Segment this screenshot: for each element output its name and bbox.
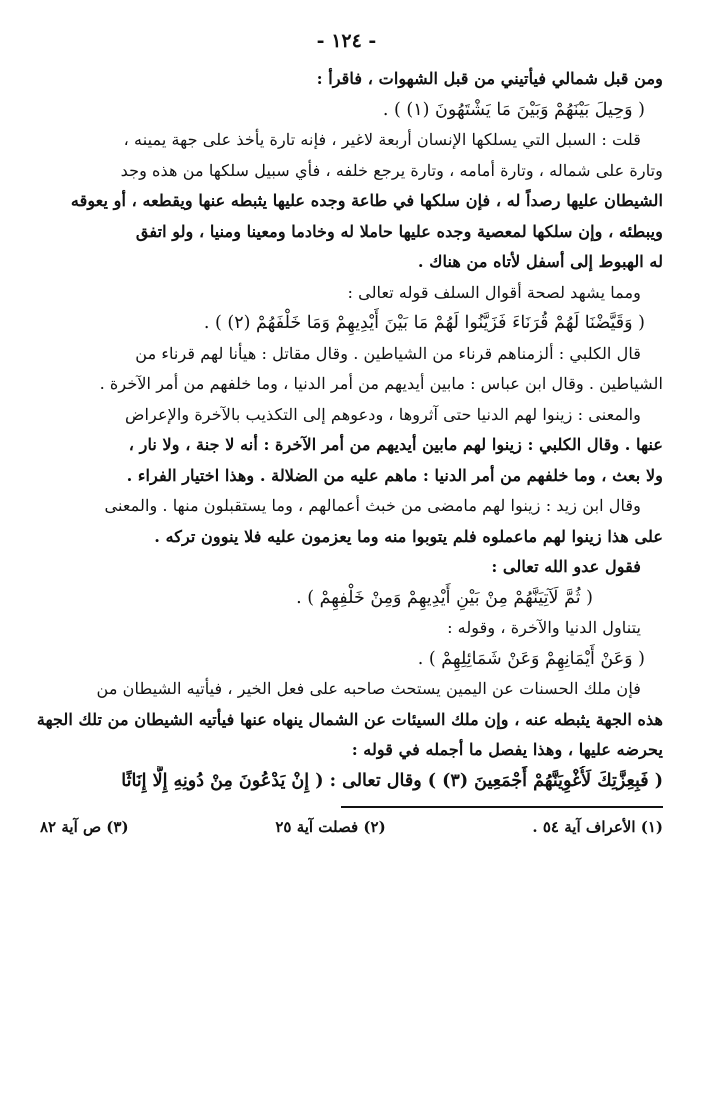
page-number: - ١٢٤ -	[316, 30, 377, 52]
text-line: ويبطئه ، وإن سلكها لمعصية وجده عليها حاملا له وخادما ومعينا ومنيا ، ولو اتفق	[135, 221, 663, 241]
quran-verse: ( وَقَيَّضْنَا لَهُمْ قُرَنَاءَ فَزَيَّنُوا لَهُمْ مَا بَيْنَ أَيْدِيهِمْ وَمَا خَلْفَهُمْ (٢) ) .	[203, 313, 645, 333]
text-line: يحرضه عليها ، وهذا يفصل ما أجمله في قوله :	[351, 740, 663, 759]
footnote-3: (٣) ص آية ٨٢	[40, 818, 129, 836]
quran-verse: ( فَبِعِزَّتِكَ لَأُغْوِيَنَّهُمْ أَجْمَعِينَ (٣) ) وقال تعالى : ( إِنْ يَدْعُونَ مِنْ دُونِهِ إِلَّا إِنَاثًا	[121, 770, 663, 791]
text-line: قلت : السبل التي يسلكها الإنسان أربعة لاغير ، فإنه تارة يأخذ على جهة يمينه ،	[123, 130, 641, 149]
text-line: الشياطين . وقال ابن عباس : مابين أيديهم من أمر الدنيا ، وما خلفهم من أمر الآخرة .	[99, 374, 663, 393]
text-line: فإن ملك الحسنات عن اليمين يستحث صاحبه على فعل الخير ، فيأتيه الشيطان من	[96, 679, 641, 698]
text-line: يتناول الدنيا والآخرة ، وقوله :	[447, 618, 641, 637]
text-line: وتارة على شماله ، وتارة أمامه ، وتارة يرجع خلفه ، فأي سبيل سلكها من هذه وجد	[120, 160, 663, 180]
footnote-divider	[341, 806, 663, 808]
text-line: قال الكلبي : ألزمناهم قرناء من الشياطين . وقال مقاتل : هيأنا لهم قرناء من	[135, 343, 641, 363]
footnote-1: (١) الأعراف آية ٥٤ .	[532, 818, 663, 836]
text-line: ومما يشهد لصحة أقوال السلف قوله تعالى :	[347, 282, 641, 302]
page-body	[30, 64, 663, 796]
quran-verse: ( ثُمَّ لَآتِيَنَّهُمْ مِنْ بَيْنِ أَيْدِيهِمْ وَمِنْ خَلْفِهِمْ ) .	[296, 587, 593, 608]
text-line: عنها . وقال الكلبي : زينوا لهم مابين أيديهم من أمر الآخرة : أنه لا جنة ، ولا نار ،	[128, 435, 663, 454]
text-line: وقال ابن زيد : زينوا لهم مامضى من خبث أعمالهم ، وما يستقبلون منها . والمعنى	[104, 496, 641, 515]
footnotes	[30, 818, 663, 836]
text-line: ومن قبل شمالي فيأتيني من قبل الشهوات ، فاقرأ :	[316, 69, 663, 88]
quran-verse: ( وَعَنْ أَيْمَانِهِمْ وَعَنْ شَمَائِلِهِمْ ) .	[417, 648, 645, 669]
quran-verse: ( وَحِيلَ بَيْنَهُمْ وَبَيْنَ مَا يَشْتَهُونَ (١) ) .	[382, 99, 645, 120]
text-line: هذه الجهة يثبطه عنه ، وإن ملك السيئات عن الشمال ينهاه عنها فيأتيه الشيطان من تلك الجهة	[36, 709, 663, 729]
text-line: والمعنى : زينوا لهم الدنيا حتى آثروها ، ودعوهم إلى التكذيب بالآخرة والإعراض	[124, 404, 641, 424]
footnote-2: (٢) فصلت آية ٢٥	[275, 818, 386, 836]
text-line: فقول عدو الله تعالى :	[491, 557, 641, 576]
text-line: ولا بعث ، وما خلفهم من أمر الدنيا : ماهم عليه من الضلالة . وهذا اختيار الفراء .	[126, 465, 663, 485]
text-line: على هذا زينوا لهم ماعملوه فلم يتوبوا منه وما يعزمون عليه فلا ينوون تركه .	[154, 526, 663, 546]
text-line: الشيطان عليها رصداً له ، فإن سلكها في طاعة وجده عليها يثبطه عنها ويقطعه ، أو يعوقه	[70, 191, 663, 210]
text-line: له الهبوط إلى أسفل لأتاه من هناك .	[417, 252, 663, 271]
